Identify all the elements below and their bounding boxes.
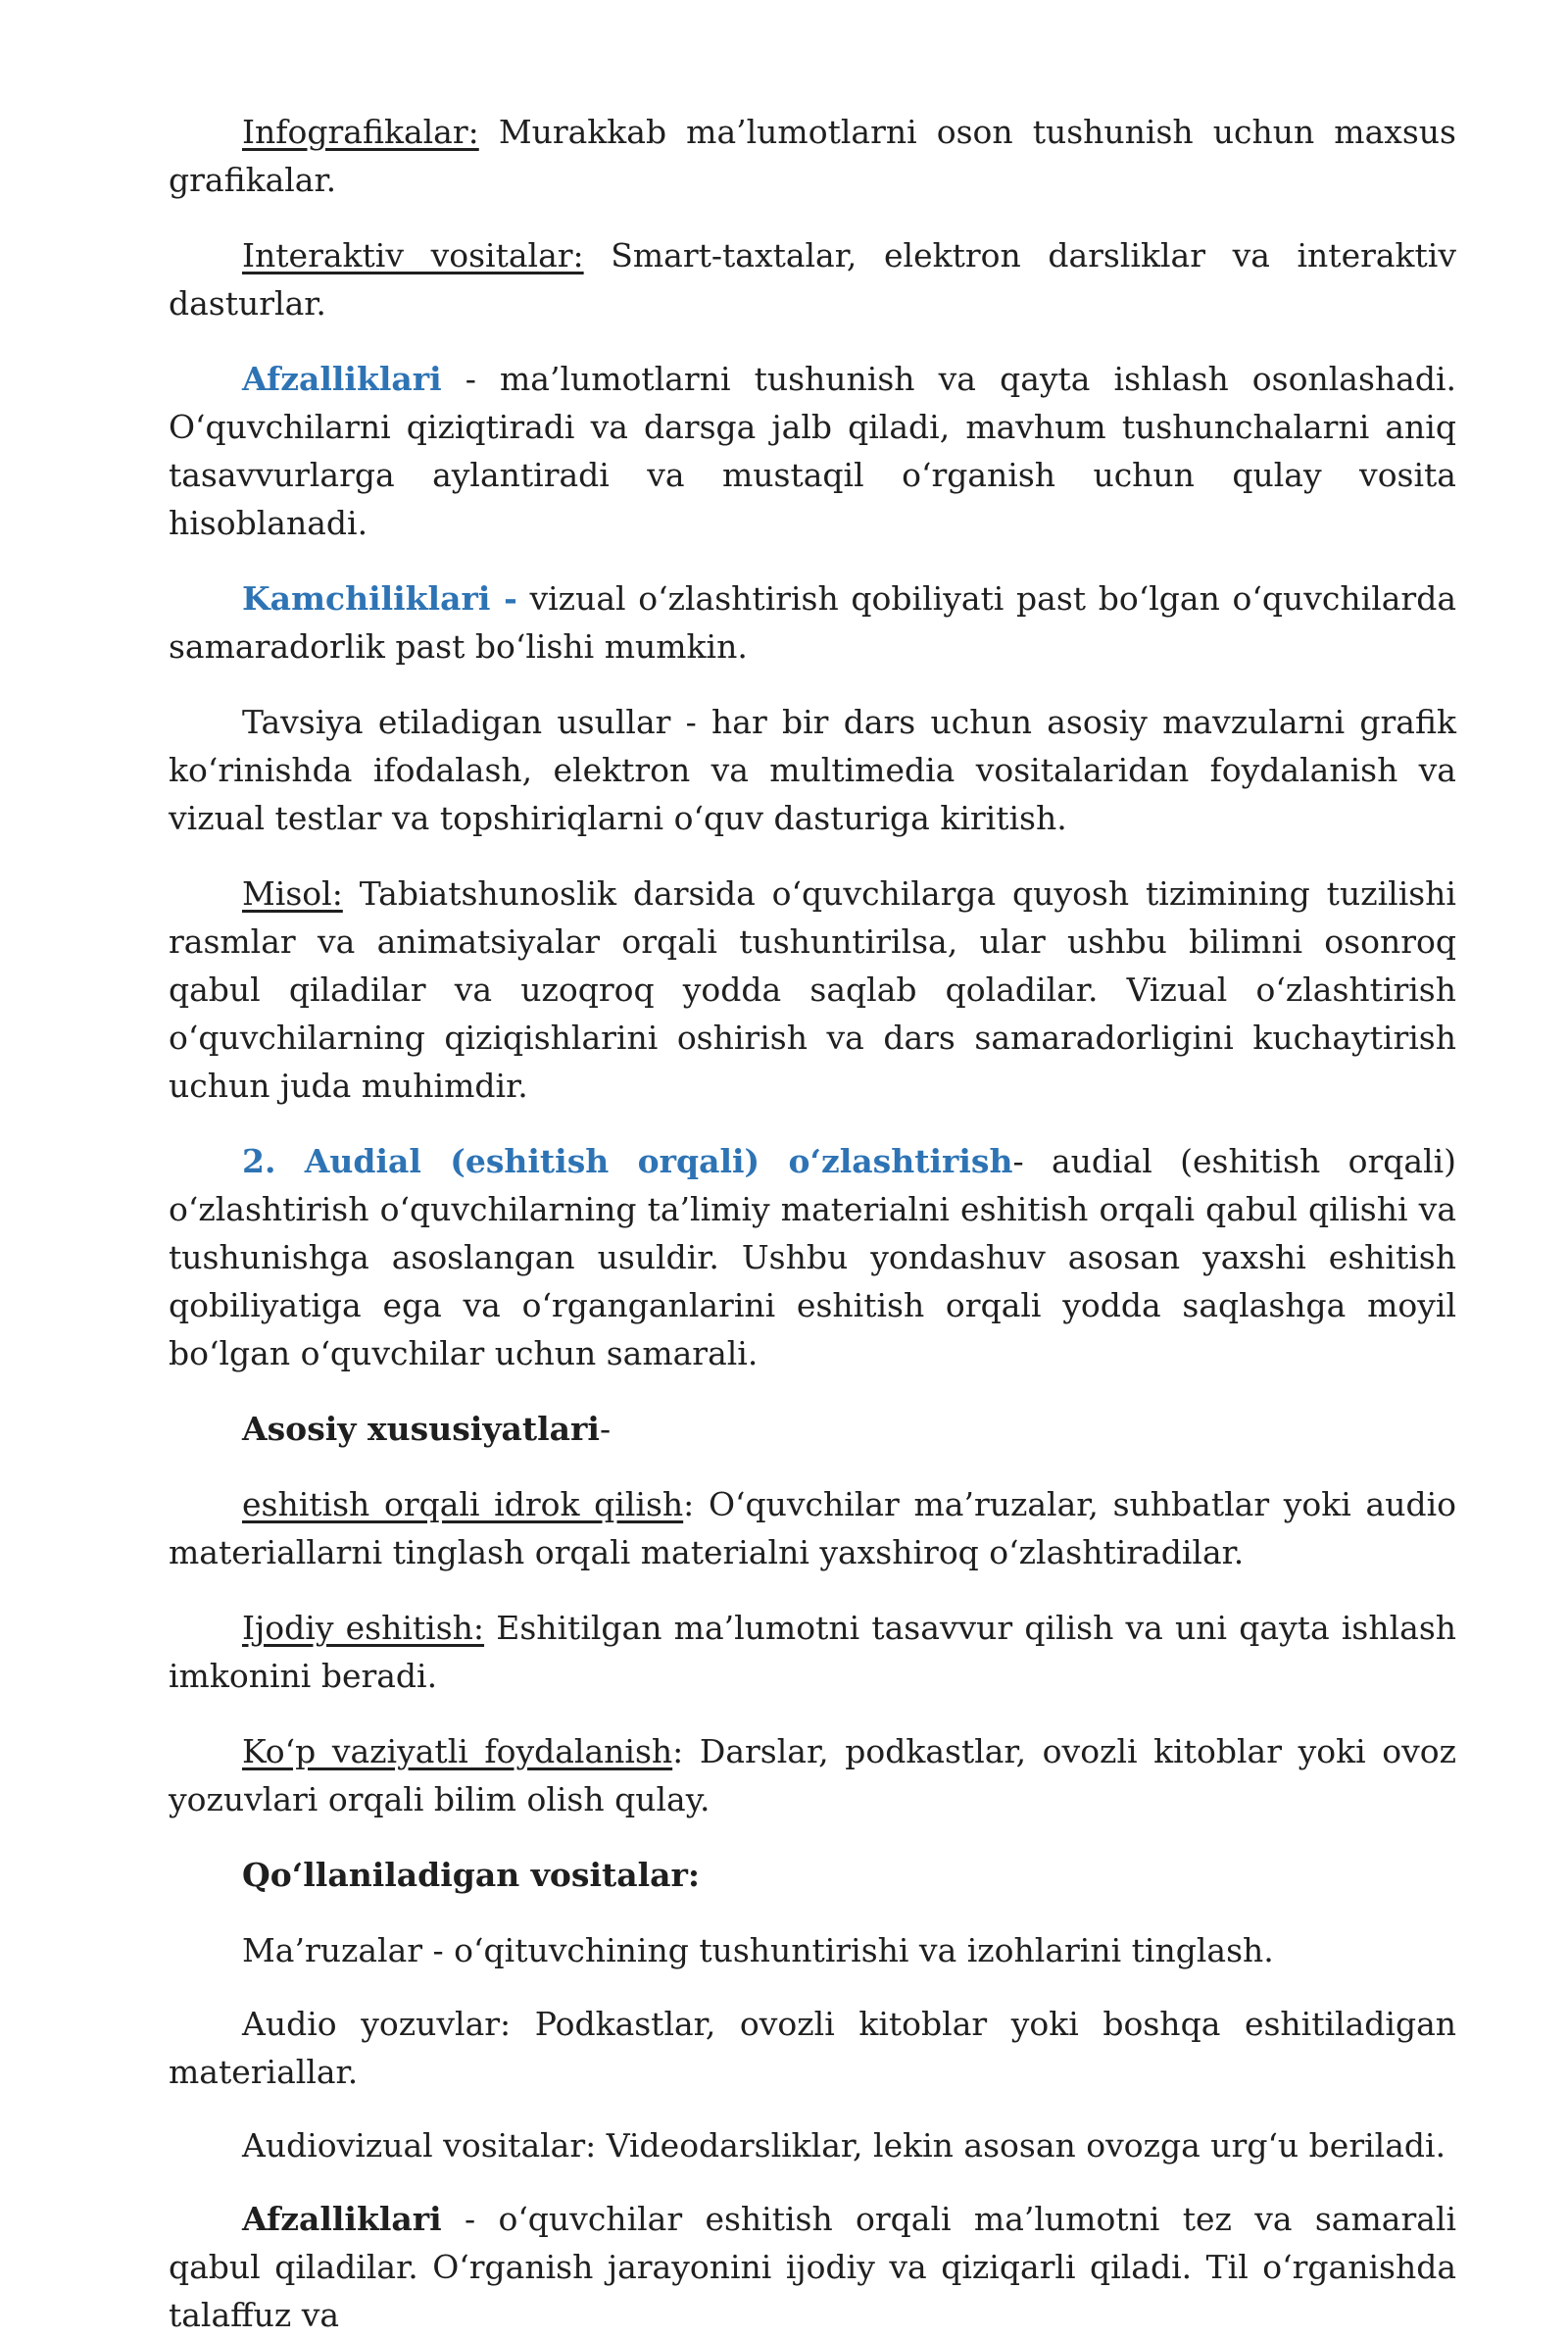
text-tavsiya: Tavsiya etiladigan usullar - har bir dars uchun asosiy mavzularni grafik ko‘rinishda ifodalash, elektron va multimedia vositalaridan foydalanish va vizual testlar va topshiriqlarni o‘quv dasturiga kiritish. (169, 703, 1456, 837)
heading-kamchiliklari: Kamchiliklari - (242, 579, 517, 618)
paragraph-audiovizual (169, 2121, 1456, 2169)
paragraph-interaktiv-vositalar (169, 231, 1456, 327)
term-ijodiy-eshitish: Ijodiy eshitish: (242, 1609, 485, 1647)
heading-afzalliklari-visual: Afzalliklari (242, 360, 442, 398)
paragraph-ijodiy-eshitish (169, 1604, 1456, 1700)
text-maruzalar: Ma’ruzalar - o‘qituvchining tushuntirishi va izohlarini tinglash. (242, 1931, 1274, 1969)
heading-asosiy-xususiyatlari: Asosiy xususiyatlari (242, 1410, 600, 1448)
term-interaktiv-vositalar: Interaktiv vositalar: (242, 236, 584, 274)
term-infografikalar: Infografikalar: (242, 113, 479, 151)
paragraph-misol (169, 870, 1456, 1110)
text-ijodiy-eshitish: Eshitilgan ma’lumotni tasavvur qilish va uni qayta ishlash imkonini beradi. (169, 1609, 1457, 1695)
term-kop-vaziyatli: Ko‘p vaziyatli foydalanish (242, 1732, 673, 1770)
text-afzalliklari-audial: - o‘quvchilar eshitish orqali ma’lumotni tez va samarali qabul qiladilar. O‘rganish jarayonini ijodiy va qiziqarli qiladi. Til o‘rganishda talaffuz va (169, 2200, 1456, 2334)
paragraph-audial (169, 1137, 1456, 1377)
term-eshitish-idrok: eshitish orqali idrok qilish (242, 1485, 684, 1523)
text-audio-yozuvlar: Audio yozuvlar: Podkastlar, ovozli kitoblar yoki boshqa eshitiladigan materiallar. (169, 2005, 1456, 2091)
paragraph-kamchiliklari (169, 574, 1456, 671)
text-infografikalar: Murakkab ma’lumotlarni oson tushunish uchun maxsus grafikalar. (169, 113, 1456, 199)
paragraph-eshitish-idrok (169, 1480, 1456, 1576)
paragraph-afzalliklari-audial (169, 2195, 1456, 2339)
paragraph-audio-yozuvlar (169, 2000, 1456, 2096)
text-afzalliklari-visual: - ma’lumotlarni tushunish va qayta ishlash osonlashadi. O‘quvchilarni qiziqtiradi va darsga jalb qiladi, mavhum tushunchalarni aniq tasavvurlarga aylantiradi va mustaqil o‘rganish uchun qulay vosita hisoblanadi. (169, 360, 1456, 542)
paragraph-qollaniladigan-vositalar (169, 1851, 1456, 1899)
heading-audial: 2. Audial (eshitish orqali) o‘zlashtirish (242, 1142, 1013, 1180)
paragraph-tavsiya (169, 698, 1456, 842)
paragraph-kop-vaziyatli (169, 1727, 1456, 1823)
text-audial: - audial (eshitish orqali) o‘zlashtirish o‘quvchilarning ta’limiy materialni eshitish orqali qabul qilishi va tushunishga asoslangan usuldir. Ushbu yondashuv asosan yaxshi eshitish qobiliyatiga ega va o‘rganganlarini eshitish orqali yodda saqlashga moyil bo‘lgan o‘quvchilar uchun samarali. (169, 1142, 1457, 1372)
text-eshitish-idrok: : O‘quvchilar ma’ruzalar, suhbatlar yoki audio materiallarni tinglash orqali materialni yaxshiroq o‘zlashtiradilar. (169, 1485, 1456, 1571)
paragraph-maruzalar (169, 1926, 1456, 1974)
text-misol: Tabiatshunoslik darsida o‘quvchilarga quyosh tizimining tuzilishi rasmlar va animatsiyalar orqali tushuntirilsa, ular ushbu bilimni osonroq qabul qiladilar va uzoqroq yodda saqlab qoladilar. Vizual o‘zlashtirish o‘quvchilarning qiziqishlarini oshirish va dars samaradorligini kuchaytirish uchun juda muhimdir. (169, 874, 1456, 1105)
heading-qollaniladigan-vositalar: Qo‘llaniladigan vositalar: (242, 1856, 701, 1894)
paragraph-asosiy-xususiyatlari (169, 1405, 1456, 1453)
text-interaktiv-vositalar: Smart-taxtalar, elektron darsliklar va interaktiv dasturlar. (169, 236, 1457, 323)
text-kop-vaziyatli: : Darslar, podkastlar, ovozli kitoblar yoki ovoz yozuvlari orqali bilim olish qulay. (169, 1732, 1457, 1818)
term-misol: Misol: (242, 874, 343, 913)
text-kamchiliklari: vizual o‘zlashtirish qobiliyati past bo‘lgan o‘quvchilarda samaradorlik past bo‘lishi mumkin. (169, 579, 1456, 666)
heading-afzalliklari-audial: Afzalliklari (242, 2200, 442, 2238)
paragraph-afzalliklari-visual (169, 355, 1456, 547)
text-audiovizual: Audiovizual vositalar: Videodarsliklar, lekin asosan ovozga urg‘u beriladi. (242, 2126, 1446, 2165)
text-asosiy-xususiyatlari: - (599, 1410, 612, 1448)
paragraph-infografikalar (169, 108, 1456, 204)
